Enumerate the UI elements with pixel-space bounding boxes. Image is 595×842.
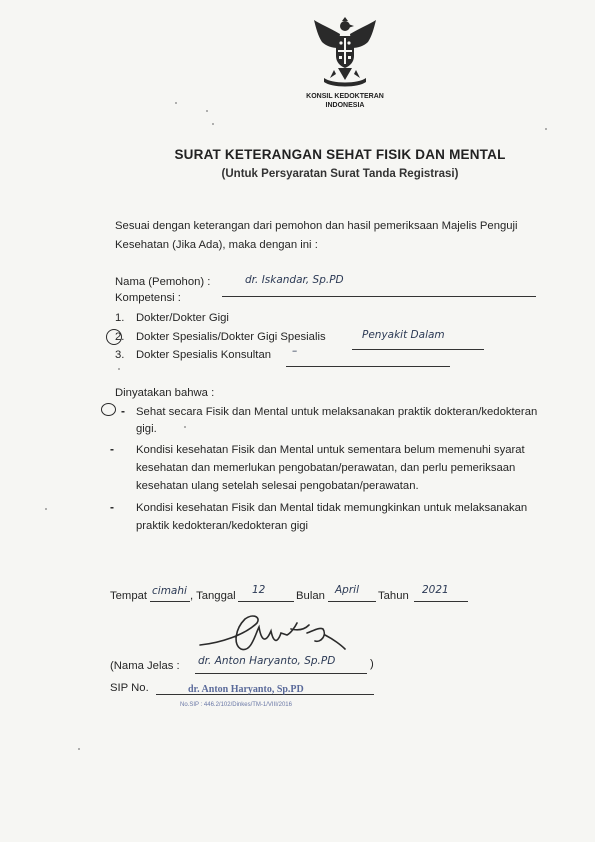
org-name xyxy=(270,92,420,110)
scan-speck xyxy=(184,426,186,428)
bullet-dash: - xyxy=(110,500,114,514)
declaration-3-line-1: Kondisi kesehatan Fisik dan Mental tidak memungkinkan untuk melaksanakan xyxy=(136,502,528,514)
bullet-dash: - xyxy=(121,404,125,418)
place-line xyxy=(150,601,190,602)
competence-option-2-value: Penyakit Dalam xyxy=(362,329,445,341)
bullet-dash: - xyxy=(110,442,114,456)
doctor-stamp-name: dr. Anton Haryanto, Sp.PD xyxy=(188,684,304,695)
garuda-emblem-icon xyxy=(312,16,378,88)
signature-icon xyxy=(195,605,355,655)
date-label: , Tanggal xyxy=(190,590,236,602)
competence-option-1-label: Dokter/Dokter Gigi xyxy=(136,312,229,324)
applicant-name-line xyxy=(222,296,536,297)
declared-label: Dinyatakan bahwa : xyxy=(115,387,215,399)
scan-speck xyxy=(545,128,547,130)
competence-option-2-number: 2. xyxy=(115,331,125,343)
intro-line-2: Kesehatan (Jika Ada), maka dengan ini : xyxy=(115,239,318,251)
month-line xyxy=(328,601,376,602)
year-label: Tahun xyxy=(378,590,409,602)
declaration-2-line-3: kesehatan ulang setelah selesai pengobatan/perawatan. xyxy=(136,480,419,492)
declaration-2-line-1: Kondisi kesehatan Fisik dan Mental untuk sementara belum memenuhi syarat xyxy=(136,444,525,456)
month-label: Bulan xyxy=(296,590,325,602)
competence-option-2-line xyxy=(352,349,484,350)
signer-name-close: ) xyxy=(370,658,374,670)
doctor-stamp-sip: No.SIP : 446.2/102/Dinkes/TM-1/VIII/2016 xyxy=(180,702,292,708)
date-value: 12 xyxy=(252,584,266,596)
declaration-1-line-1: Sehat secara Fisik dan Mental untuk melaksanakan praktik dokteran/kedokteran xyxy=(136,406,538,418)
declaration-1-line-2: gigi. xyxy=(136,423,157,435)
selected-declaration-circle xyxy=(101,403,116,416)
org-line-1: KONSIL KEDOKTERAN xyxy=(306,93,384,100)
signer-name-label: (Nama Jelas : xyxy=(110,660,180,672)
org-line-2: INDONESIA xyxy=(325,102,365,109)
scan-speck xyxy=(78,748,80,750)
scan-speck xyxy=(175,102,177,104)
signer-name-line xyxy=(195,673,367,674)
signer-name-value: dr. Anton Haryanto, Sp.PD xyxy=(198,655,336,667)
applicant-name-value: dr. Iskandar, Sp.PD xyxy=(245,274,344,286)
document-subtitle: (Untuk Persyaratan Surat Tanda Registrasi) xyxy=(221,168,459,180)
competence-option-3-label: Dokter Spesialis Konsultan xyxy=(136,349,272,361)
competence-option-3-line xyxy=(286,366,450,367)
year-line xyxy=(414,601,468,602)
scan-speck xyxy=(45,508,47,510)
document-title: SURAT KETERANGAN SEHAT FISIK DAN MENTAL xyxy=(174,147,506,162)
declaration-3-line-2: praktik kedokteran/kedokteran gigi xyxy=(136,520,309,532)
declaration-2-line-2: kesehatan dan memerlukan pengobatan/perawatan, dan perlu pemeriksaan xyxy=(136,462,516,474)
month-value: April xyxy=(335,584,359,596)
applicant-label: Nama (Pemohon) : xyxy=(115,276,211,288)
year-value: 2021 xyxy=(422,584,449,596)
scan-speck xyxy=(206,110,208,112)
place-label: Tempat xyxy=(110,590,148,602)
competence-option-1-number: 1. xyxy=(115,312,125,324)
intro-line-1: Sesuai dengan keterangan dari pemohon dan hasil pemeriksaan Majelis Penguji xyxy=(115,220,518,232)
competence-option-3-value: – xyxy=(292,345,298,357)
place-value: cimahi xyxy=(152,585,187,597)
competence-option-3-number: 3. xyxy=(115,349,125,361)
competence-label: Kompetensi : xyxy=(115,292,181,304)
scan-speck xyxy=(212,123,214,125)
scan-speck xyxy=(118,368,120,370)
competence-option-2-label: Dokter Spesialis/Dokter Gigi Spesialis xyxy=(136,331,326,343)
sip-label: SIP No. xyxy=(110,682,149,694)
date-line xyxy=(238,601,294,602)
